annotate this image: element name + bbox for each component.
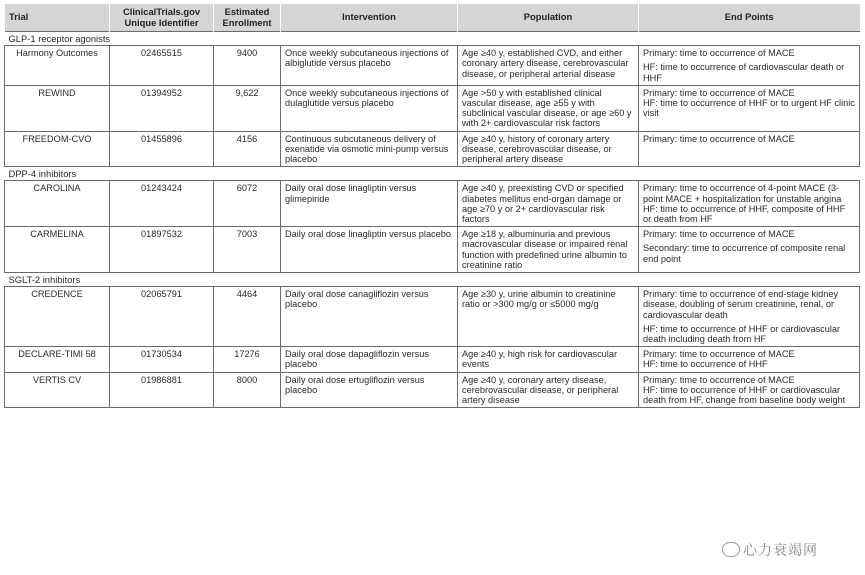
table-row: [5, 227, 860, 273]
end-point-hf: HF: time to occurrence of cardiovascular death or HHF: [643, 62, 845, 83]
trial-identifier: 02465515: [110, 46, 214, 86]
section-title: DPP-4 inhibitors: [5, 167, 860, 181]
end-point-primary: Primary: time to occurrence of end-stage kidney disease, doubling of serum creatinine, renal, or cardiovascular death: [643, 289, 839, 320]
trial-enrollment: 4464: [214, 287, 281, 347]
section-row-sglt2: [5, 273, 860, 287]
trial-enrollment: 9400: [214, 46, 281, 86]
table-row: [5, 287, 860, 347]
header-population: Population: [458, 4, 639, 32]
end-point-primary: Primary: time to occurrence of MACE: [643, 229, 795, 240]
trial-intervention: Continuous subcutaneous delivery of exenatide via osmotic mini-pump versus placebo: [281, 131, 458, 167]
trial-intervention: Once weekly subcutaneous injections of dulaglutide versus placebo: [281, 85, 458, 131]
trial-population: Age ≥40 y, coronary artery disease, cerebrovascular disease, or peripheral artery disease: [458, 372, 639, 408]
trial-population: Age ≥18 y, albuminuria and previous macrovascular disease or impaired renal function with predefined urine albumin to creatinine ratio: [458, 227, 639, 273]
trial-enrollment: 8000: [214, 372, 281, 408]
watermark: [722, 540, 818, 560]
header-row: [5, 4, 860, 32]
trial-population: Age ≥40 y, preexisting CVD or specified diabetes mellitus end-organ damage or age ≥70 y or 2+ cardiovascular risk factors: [458, 181, 639, 227]
end-point-primary: Primary: time to occurrence of MACE: [643, 87, 795, 98]
section-row-dpp4: [5, 167, 860, 181]
chat-bubble-icon: [722, 542, 740, 557]
trial-intervention: Daily oral dose linagliptin versus placebo: [281, 227, 458, 273]
end-point-hf: HF: time to occurrence of HHF: [643, 359, 768, 370]
trial-name: CAROLINA: [5, 181, 110, 227]
trial-end-points: [639, 131, 860, 167]
table-row: [5, 131, 860, 167]
trial-end-points: [639, 287, 860, 347]
end-point-hf: HF: time to occurrence of HHF or cardiovascular death including death from HF: [643, 323, 841, 345]
section-row-glp1: [5, 32, 860, 46]
trial-identifier: 01243424: [110, 181, 214, 227]
trial-intervention: Daily oral dose dapagliflozin versus placebo: [281, 347, 458, 372]
trial-name: CARMELINA: [5, 227, 110, 273]
end-point-hf: HF: time to occurrence of HHF, composite of HHF or death from HF: [643, 203, 846, 225]
trial-name: VERTIS CV: [5, 372, 110, 408]
end-point-primary: Primary: time to occurrence of MACE: [643, 374, 795, 385]
trial-name: DECLARE-TIMI 58: [5, 347, 110, 372]
trial-population: Age ≥40 y, history of coronary artery disease, cerebrovascular disease, or peripheral artery disease: [458, 131, 639, 167]
trial-name: Harmony Outcomes: [5, 46, 110, 86]
trial-enrollment: 6072: [214, 181, 281, 227]
end-point-primary: Primary: time to occurrence of MACE: [643, 133, 795, 144]
table-row: [5, 372, 860, 408]
header-end-points: End Points: [639, 4, 860, 32]
table-row: [5, 46, 860, 86]
table-row: [5, 181, 860, 227]
end-point-hf: HF: time to occurrence of HHF or to urgent HF clinic visit: [643, 98, 855, 119]
trial-identifier: 01455896: [110, 131, 214, 167]
trial-identifier: 01730534: [110, 347, 214, 372]
trial-enrollment: 17276: [214, 347, 281, 372]
trial-intervention: Once weekly subcutaneous injections of albiglutide versus placebo: [281, 46, 458, 86]
trial-intervention: Daily oral dose linagliptin versus glimepiride: [281, 181, 458, 227]
table-row: [5, 85, 860, 131]
section-title: GLP-1 receptor agonists: [5, 32, 860, 46]
trial-end-points: [639, 227, 860, 273]
header-intervention: Intervention: [281, 4, 458, 32]
trial-name: CREDENCE: [5, 287, 110, 347]
trial-identifier: 01897532: [110, 227, 214, 273]
trial-end-points: [639, 347, 860, 372]
section-title: SGLT-2 inhibitors: [5, 273, 860, 287]
end-point-primary: Primary: time to occurrence of 4-point MACE (3-point MACE + hospitalization for unstable angina: [643, 183, 842, 204]
end-point-hf: HF: time to occurrence of HHF or cardiovascular death from HF, change from baseline body weight: [643, 384, 846, 406]
trial-end-points: [639, 181, 860, 227]
trial-intervention: Daily oral dose canagliflozin versus placebo: [281, 287, 458, 347]
clinical-trials-table: [4, 4, 860, 408]
trial-name: REWIND: [5, 85, 110, 131]
header-identifier: ClinicalTrials.gov Unique Identifier: [110, 4, 214, 32]
trial-population: Age >50 y with established clinical vascular disease, age ≥55 y with subclinical vascular disease, or age ≥60 y with 2+ cardiovascular risk factors: [458, 85, 639, 131]
trial-population: Age ≥40 y, established CVD, and either coronary artery disease, cerebrovascular disease, or peripheral arterial disease: [458, 46, 639, 86]
trial-population: Age ≥30 y, urine albumin to creatinine ratio or >300 mg/g or ≤5000 mg/g: [458, 287, 639, 347]
trial-identifier: 01986881: [110, 372, 214, 408]
table-row: [5, 347, 860, 372]
trial-intervention: Daily oral dose ertugliflozin versus placebo: [281, 372, 458, 408]
trial-end-points: [639, 46, 860, 86]
header-enrollment: Estimated Enrollment: [214, 4, 281, 32]
trial-end-points: [639, 85, 860, 131]
trial-enrollment: 9,622: [214, 85, 281, 131]
watermark-text: 心力衰竭网: [743, 542, 818, 558]
header-trial: Trial: [5, 4, 110, 32]
trial-enrollment: 7003: [214, 227, 281, 273]
end-point-primary: Primary: time to occurrence of MACE: [643, 48, 795, 59]
end-point-primary: Primary: time to occurrence of MACE: [643, 349, 795, 360]
trial-population: Age ≥40 y, high risk for cardiovascular events: [458, 347, 639, 372]
trial-enrollment: 4156: [214, 131, 281, 167]
trial-name: FREEDOM-CVO: [5, 131, 110, 167]
trial-identifier: 01394952: [110, 85, 214, 131]
end-point-secondary: Secondary: time to occurrence of composite renal end point: [643, 243, 846, 264]
trial-identifier: 02065791: [110, 287, 214, 347]
trial-end-points: [639, 372, 860, 408]
